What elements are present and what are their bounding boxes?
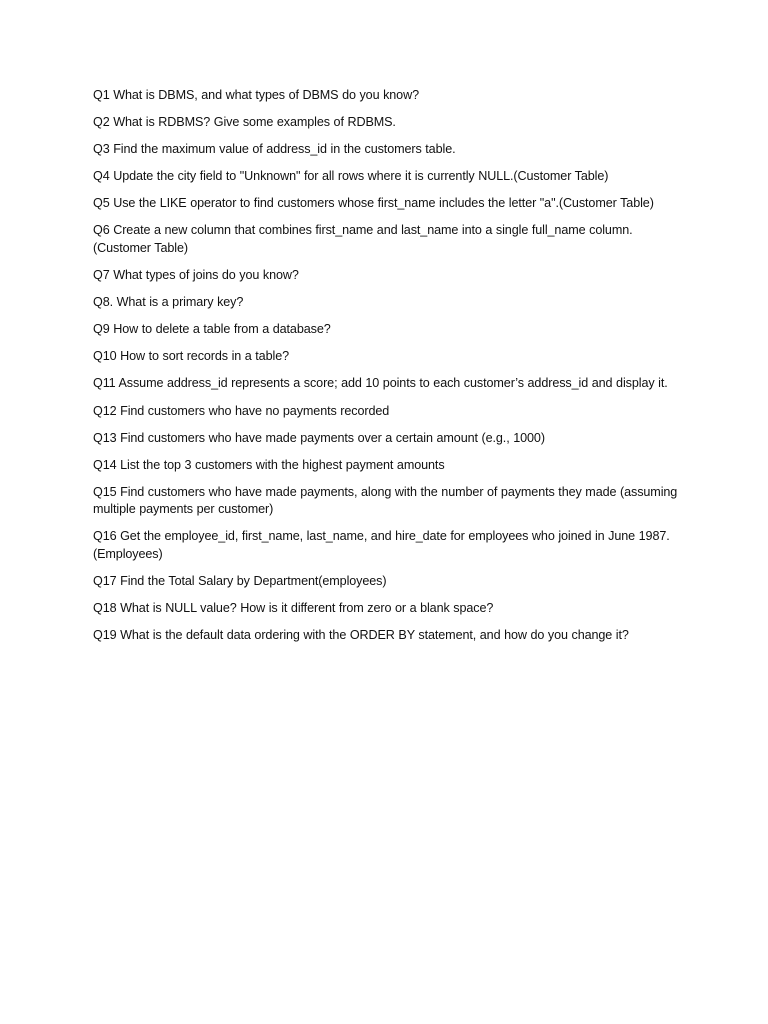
question-q17: Q17 Find the Total Salary by Department(employees) [93, 574, 387, 588]
question-q3: Q3 Find the maximum value of address_id in the customers table. [93, 142, 456, 157]
question-q5: Q5 Use the LIKE operator to find customers whose first_name includes the letter "a".(Customer Table) [93, 196, 654, 211]
question-q14: Q14 List the top 3 customers with the highest payment amounts [93, 457, 445, 472]
question-q8: Q8. What is a primary key? [93, 295, 244, 310]
question-list [93, 87, 683, 654]
question-q12: Q12 Find customers who have no payments recorded [93, 403, 390, 418]
question-q18: Q18 What is NULL value? How is it different from zero or a blank space? [93, 601, 494, 616]
question-q6: Q6 Create a new column that combines first_name and last_name into a single full_name column.(Customer Table) [93, 223, 633, 255]
question-q19: Q19 What is the default data ordering with the ORDER BY statement, and how do you change it? [93, 628, 629, 643]
question-q1: Q1 What is DBMS, and what types of DBMS do you know? [93, 88, 419, 102]
question-q16: Q16 Get the employee_id, first_name, last_name, and hire_date for employees who joined in June 1987.(Employees) [93, 529, 670, 561]
question-q2: Q2 What is RDBMS? Give some examples of RDBMS. [93, 115, 396, 130]
question-q4: Q4 Update the city field to "Unknown" for all rows where it is currently NULL.(Customer Table) [93, 169, 609, 184]
question-q9: Q9 How to delete a table from a database? [93, 322, 331, 337]
question-q10: Q10 How to sort records in a table? [93, 349, 289, 364]
question-q7: Q7 What types of joins do you know? [93, 268, 299, 283]
question-q13: Q13 Find customers who have made payments over a certain amount (e.g., 1000) [93, 430, 545, 445]
question-q15: Q15 Find customers who have made payments, along with the number of payments they made (assuming multiple payments per customer) [93, 484, 678, 517]
question-q11: Q11 Assume address_id represents a score; add 10 points to each customer’s address_id and display it. [93, 376, 668, 391]
